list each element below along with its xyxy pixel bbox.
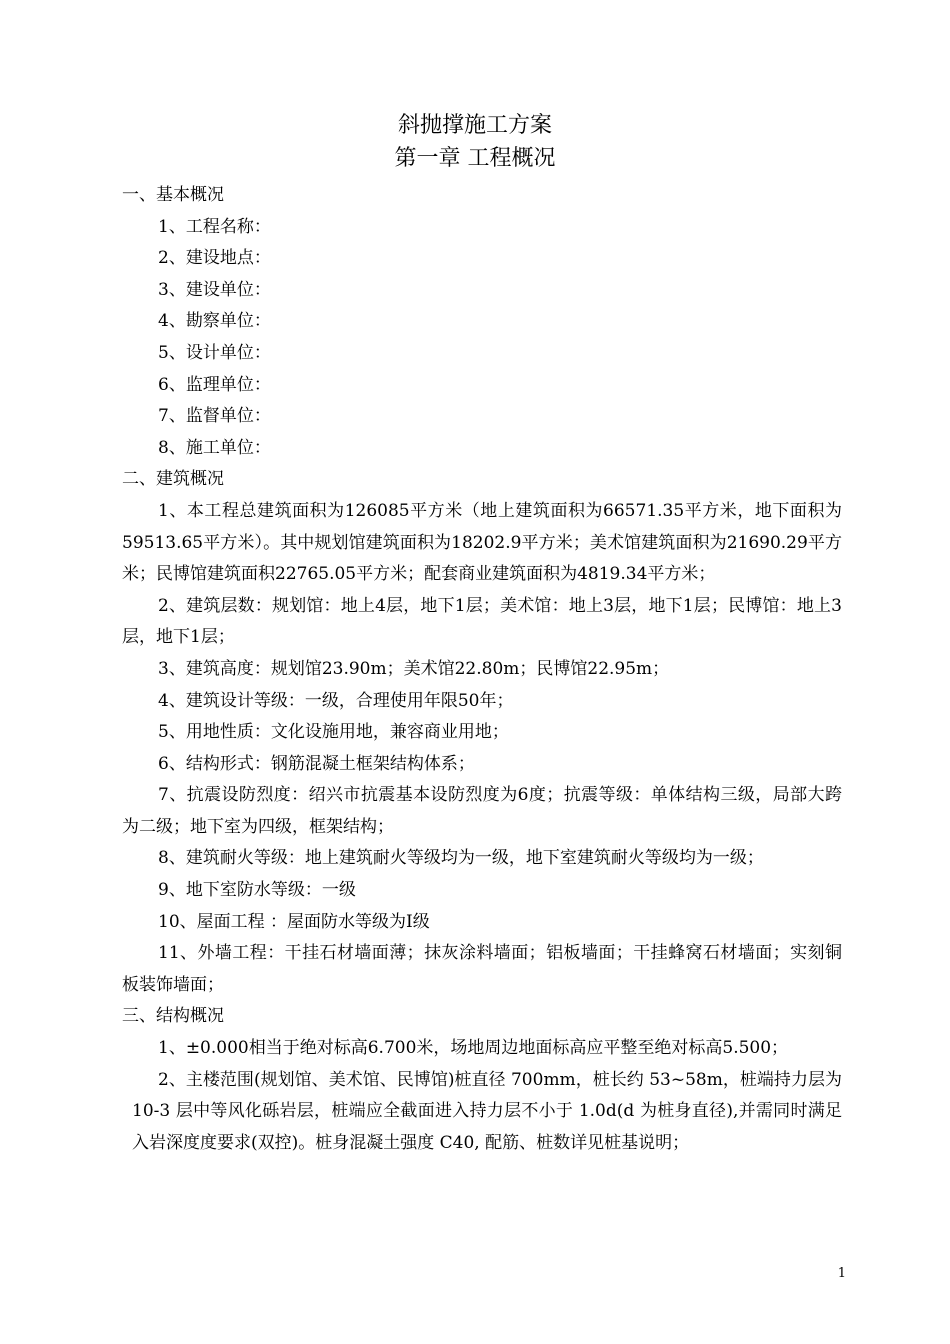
building-item-roof: 10、屋面工程 ：屋面防水等级为Ⅰ级 <box>158 911 430 932</box>
section-heading-structure: 三、结构概况 <box>122 1006 224 1027</box>
building-item-seismic: 7、抗震设防烈度：绍兴市抗震基本设防烈度为6度；抗震等级：单体结构三级，局部大跨为二级；地下室为四级，框架结构； <box>122 785 842 837</box>
document-title: 斜抛撑施工方案 <box>397 113 552 138</box>
building-item-height: 3、建筑高度：规划馆23.90m；美术馆22.80m；民博馆22.95m； <box>158 658 670 679</box>
basic-item-survey: 4、勘察单位： <box>158 311 271 332</box>
basic-item-project-name: 1、工程名称： <box>158 216 271 237</box>
building-item-design-grade: 4、建筑设计等级：一级，合理使用年限50年； <box>158 690 514 711</box>
section-heading-basic: 一、基本概况 <box>122 185 224 205</box>
basic-item-contractor: 8、施工单位： <box>158 437 271 458</box>
building-item-waterproof: 9、地下室防水等级：一级 <box>158 880 356 901</box>
building-item-floors: 2、建筑层数：规划馆：地上4层，地下1层；美术馆：地上3层，地下1层；民博馆：地上3层，地下1层； <box>122 595 842 648</box>
building-item-facade: 11、外墙工程：干挂石材墙面薄；抹灰涂料墙面；铝板墙面；干挂蜂窝石材墙面；实刻铜板装饰墙面； <box>122 943 842 995</box>
chapter-heading: 第一章 工程概况 <box>394 146 556 171</box>
structure-item-piles: 2、主楼范围(规划馆、美术馆、民博馆)桩直径 700mm，桩长约 53~58m，桩端持力层为 10-3 层中等风化砾岩层，桩端应全截面进入持力层不小于 1.0d(d 为桩身直径),并需同时满足入岩深度度要求(双控)。桩身混凝土强度 C40, 配筋、桩数详见桩基说明； <box>132 1069 842 1153</box>
structure-item-elevation: 1、±0.000相当于绝对标高6.700米，场地周边地面标高应平整至绝对标高5.500； <box>158 1038 789 1059</box>
basic-item-oversight: 7、监督单位： <box>158 406 271 427</box>
building-item-area: 1、本工程总建筑面积为126085平方米（地上建筑面积为66571.35平方米，地下面积为59513.65平方米）。其中规划馆建筑面积为18202.9平方米；美术馆建筑面积为21690.29平方米；民博馆建筑面积22765.05平方米；配套商业建筑面积为4819.34平方米； <box>122 500 842 585</box>
building-item-fire-rating: 8、建筑耐火等级：地上建筑耐火等级均为一级，地下室建筑耐火等级均为一级； <box>158 848 764 869</box>
building-item-structure-type: 6、结构形式：钢筋混凝土框架结构体系； <box>158 753 475 774</box>
page-number: 1 <box>837 1266 846 1281</box>
document-body <box>122 180 842 1159</box>
basic-item-design: 5、设计单位： <box>158 342 271 363</box>
building-item-land-use: 5、用地性质：文化设施用地，兼容商业用地； <box>158 722 509 743</box>
basic-item-location: 2、建设地点： <box>158 248 271 269</box>
section-heading-building: 二、建筑概况 <box>122 469 224 490</box>
basic-item-owner: 3、建设单位： <box>158 279 271 300</box>
basic-item-supervision: 6、监理单位： <box>158 374 271 395</box>
